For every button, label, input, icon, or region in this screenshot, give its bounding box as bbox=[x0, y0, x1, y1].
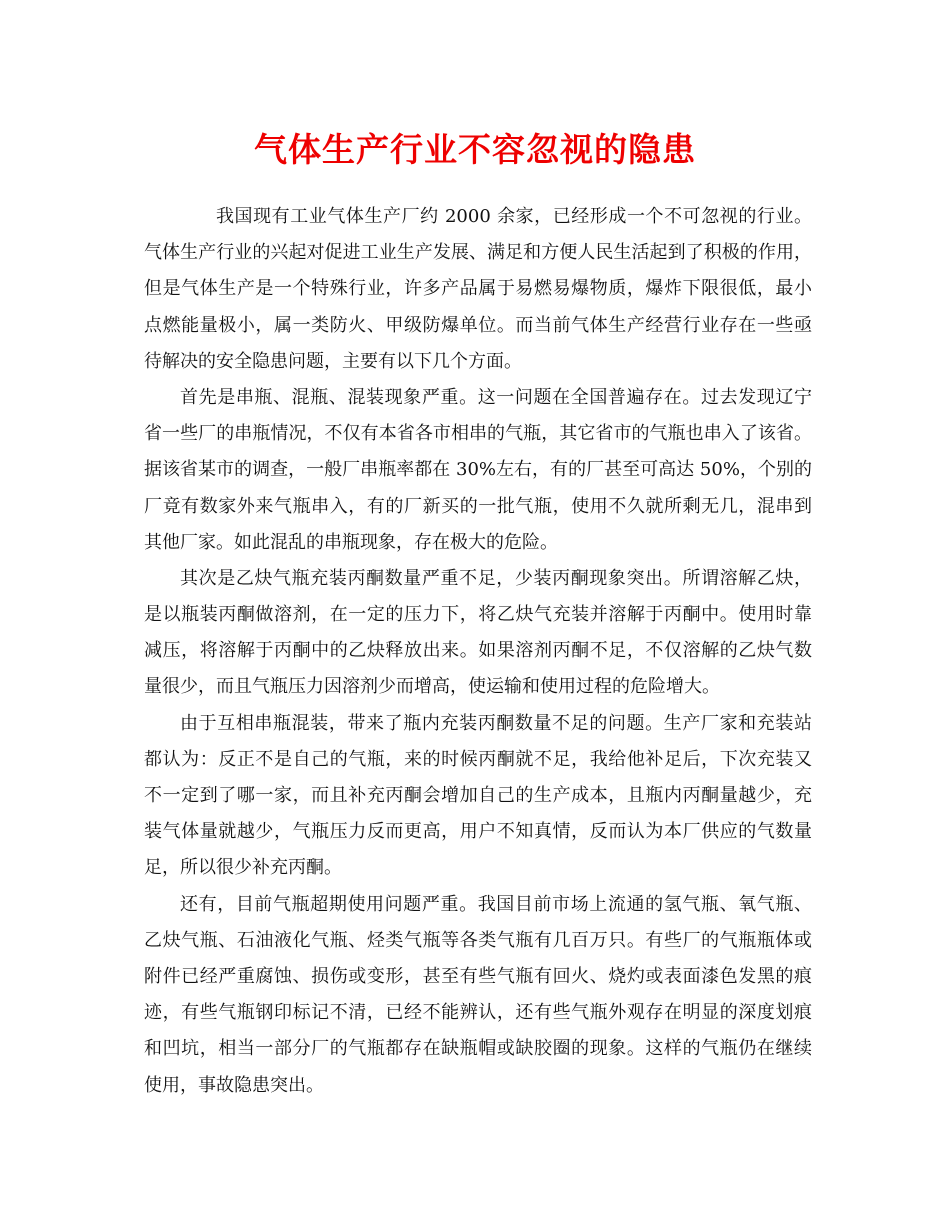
paragraph-line: 点燃能量极小，属一类防火、甲级防爆单位。而当前气体生产经营行业存在一些亟 bbox=[144, 314, 812, 336]
paragraph-line: 附件已经严重腐蚀、损伤或变形，甚至有些气瓶有回火、烧灼或表面漆色发黑的痕 bbox=[144, 965, 812, 987]
paragraph-line: 但是气体生产是一个特殊行业，许多产品属于易燃易爆物质，爆炸下限很低，最小 bbox=[144, 278, 812, 300]
paragraph-2 bbox=[144, 380, 812, 561]
paragraph-line: 其他厂家。如此混乱的串瓶现象，存在极大的危险。 bbox=[144, 531, 558, 553]
paragraph-line: 迹，有些气瓶钢印标记不清，已经不能辨认，还有些气瓶外观存在明显的深度划痕 bbox=[144, 1002, 812, 1024]
paragraph-line: 待解决的安全隐患问题，主要有以下几个方面。 bbox=[144, 350, 522, 372]
paragraph-5 bbox=[144, 887, 812, 1104]
paragraph-line: 足，所以很少补充丙酮。 bbox=[144, 857, 342, 879]
paragraph-4 bbox=[144, 706, 812, 887]
paragraph-line: 还有，目前气瓶超期使用问题严重。我国目前市场上流通的氢气瓶、氧气瓶、 bbox=[180, 893, 812, 915]
paragraph-line: 厂竟有数家外来气瓶串入，有的厂新买的一批气瓶，使用不久就所剩无几，混串到 bbox=[144, 495, 812, 517]
paragraph-line: 其次是乙炔气瓶充装丙酮数量严重不足，少装丙酮现象突出。所谓溶解乙炔， bbox=[180, 567, 812, 589]
paragraph-line: 减压，将溶解于丙酮中的乙炔释放出来。如果溶剂丙酮不足，不仅溶解的乙炔气数 bbox=[144, 640, 812, 662]
paragraph-line: 乙炔气瓶、石油液化气瓶、烃类气瓶等各类气瓶有几百万只。有些厂的气瓶瓶体或 bbox=[144, 929, 812, 951]
paragraph-line: 都认为：反正不是自己的气瓶，来的时候丙酮就不足，我给他补足后，下次充装又 bbox=[144, 748, 812, 770]
document-title: 气体生产行业不容忽视的隐患 bbox=[254, 130, 696, 169]
paragraph-line: 使用，事故隐患突出。 bbox=[144, 1074, 324, 1096]
paragraph-line: 首先是串瓶、混瓶、混装现象严重。这一问题在全国普遍存在。过去发现辽宁 bbox=[180, 386, 812, 408]
paragraph-line: 气体生产行业的兴起对促进工业生产发展、满足和方便人民生活起到了积极的作用， bbox=[144, 242, 812, 264]
paragraph-line: 量很少，而且气瓶压力因溶剂少而增高，使运输和使用过程的危险增大。 bbox=[144, 676, 720, 698]
paragraph-line: 省一些厂的串瓶情况，不仅有本省各市相串的气瓶，其它省市的气瓶也串入了该省。 bbox=[144, 423, 812, 445]
paragraph-line: 据该省某市的调查，一般厂串瓶率都在 30%左右，有的厂甚至可高达 50%，个别的 bbox=[144, 459, 812, 481]
paragraph-line: 装气体量就越少，气瓶压力反而更高，用户不知真情，反而认为本厂供应的气数量 bbox=[144, 821, 812, 843]
paragraph-line: 不一定到了哪一家，而且补充丙酮会增加自己的生产成本，且瓶内丙酮量越少，充 bbox=[144, 785, 812, 806]
document-body bbox=[144, 199, 812, 1104]
paragraph-line: 由于互相串瓶混装，带来了瓶内充装丙酮数量不足的问题。生产厂家和充装站 bbox=[180, 712, 812, 734]
paragraph-1 bbox=[144, 199, 812, 380]
paragraph-line: 和凹坑，相当一部分厂的气瓶都存在缺瓶帽或缺胶圈的现象。这样的气瓶仍在继续 bbox=[144, 1038, 812, 1060]
paragraph-3 bbox=[144, 561, 812, 706]
paragraph-line: 我国现有工业气体生产厂约 2000 余家，已经形成一个不可忽视的行业。 bbox=[216, 206, 812, 227]
paragraph-line: 是以瓶装丙酮做溶剂，在一定的压力下，将乙炔气充装并溶解于丙酮中。使用时靠 bbox=[144, 604, 812, 626]
